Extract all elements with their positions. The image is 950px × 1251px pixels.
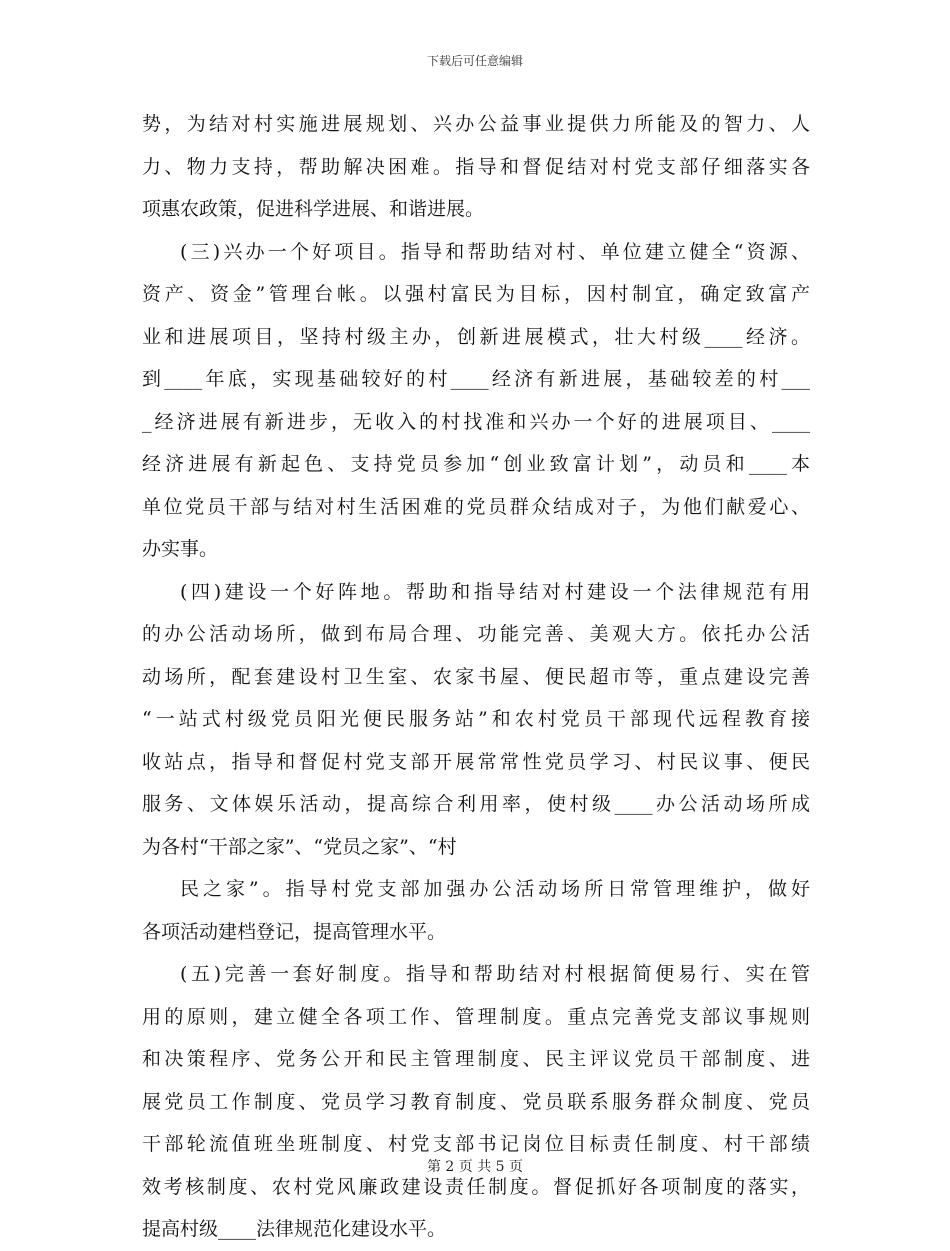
page-number: 第 2 页 共 5 页 (426, 1159, 524, 1175)
text-line: 单位党员干部与结对村生活困难的党员群众结成对子，为他们献爱心、 (142, 495, 810, 518)
text-line: 势，为结对村实施进展规划、兴办公益事业提供力所能及的智力、人 (142, 113, 810, 135)
text-line: (四)建设一个好阵地。帮助和指导结对村建设一个法律规范有用 (180, 580, 810, 603)
document-body (142, 103, 810, 1251)
text-line: 收站点，指导和督促村党支部开展常常性党员学习、村民议事、便民 (142, 750, 810, 773)
text-line: 服务、文体娱乐活动，提高综合利用率，使村级____办公活动场所成 (142, 793, 810, 815)
text-line: (五)完善一套好制度。指导和帮助结对村根据简便易行、实在管 (180, 963, 810, 985)
text-line: 和决策程序、党务公开和民主管理制度、民主评议党员干部制度、进 (142, 1048, 810, 1070)
text-line: 为各村“干部之家”、“党员之家”、“村 (142, 835, 457, 858)
text-line: 的办公活动场所，做到布局合理、功能完善、美观大方。依托办公活 (142, 623, 810, 645)
text-line: 到____年底，实现基础较好的村____经济有新进展，基础较差的村___ (142, 368, 810, 390)
text-line: (三)兴办一个好项目。指导和帮助结对村、单位建立健全“资源、 (180, 240, 810, 263)
text-line: _经济进展有新进步，无收入的村找准和兴办一个好的进展项目、____ (142, 410, 810, 433)
text-line: “一站式村级党员阳光便民服务站”和农村党员干部现代远程教育接 (142, 708, 810, 730)
page-header: 下载后可任意编辑 (426, 54, 523, 68)
text-line: 干部轮流值班坐班制度、村党支部书记岗位目标责任制度、村干部绩 (142, 1133, 810, 1155)
text-line: 各项活动建档登记，提高管理水平。 (142, 920, 447, 943)
text-line: 资产、资金”管理台帐。以强村富民为目标，因村制宜，确定致富产 (142, 283, 810, 305)
text-line: 效考核制度、农村党风廉政建设责任制度。督促抓好各项制度的落实， (142, 1175, 810, 1198)
text-line: 用的原则，建立健全各项工作、管理制度。重点完善党支部议事规则 (142, 1005, 810, 1028)
text-line: 力、物力支持，帮助解决困难。指导和督促结对村党支部仔细落实各 (142, 155, 810, 178)
text-line: 展党员工作制度、党员学习教育制度、党员联系服务群众制度、党员 (142, 1090, 810, 1113)
text-line: 办实事。 (142, 538, 219, 560)
text-line: 业和进展项目，坚持村级主办，创新进展模式，壮大村级____经济。 (142, 325, 810, 348)
text-line: 提高村级____法律规范化建设水平。 (142, 1218, 447, 1240)
text-line: 项惠农政策，促进科学进展、和谐进展。 (142, 198, 485, 220)
text-line: 动场所，配套建设村卫生室、农家书屋、便民超市等，重点建设完善 (142, 665, 810, 688)
text-line: 民之家”。指导村党支部加强办公活动场所日常管理维护，做好 (180, 878, 810, 900)
text-line: 经济进展有新起色、支持党员参加“创业致富计划”，动员和____本 (142, 453, 810, 475)
